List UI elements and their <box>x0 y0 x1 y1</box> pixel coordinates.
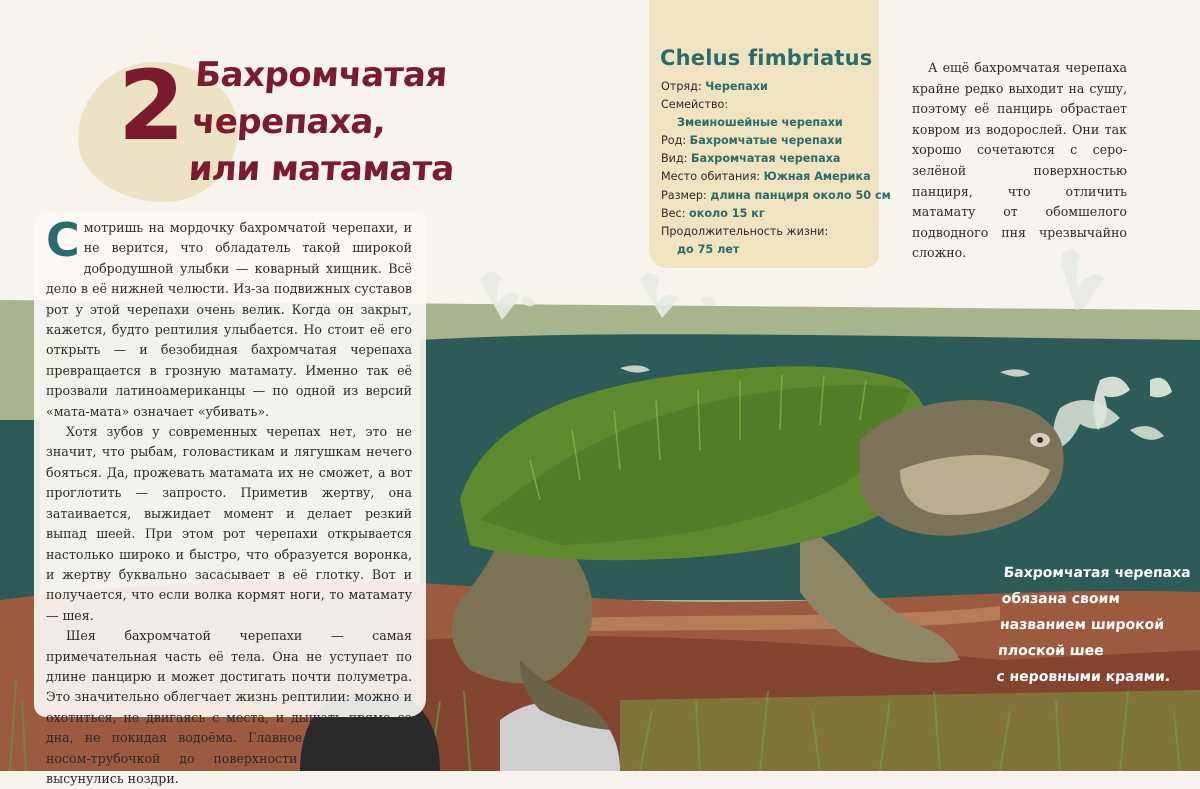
kind-row: Вид: Бахромчатая черепаха <box>661 152 841 166</box>
caption-line-1: Бахромчатая черепаха <box>1003 565 1192 581</box>
family-row: Семейство: <box>661 98 729 112</box>
grass-strips <box>620 690 1200 771</box>
title-line-2: черепаха, <box>190 102 387 142</box>
body-text <box>46 213 412 789</box>
caption-line-3: названием широкой <box>999 617 1165 633</box>
family-value-row: Змеиношейные черепахи <box>677 116 843 130</box>
weight-row: Вес: около 15 кг <box>661 206 765 220</box>
lifespan-row: Продолжительность жизни: <box>661 224 829 238</box>
right-text <box>912 58 1127 264</box>
order-row: Отряд: Черепахи <box>661 80 768 93</box>
genus-row: Род: Бахромчатые черепахи <box>661 134 843 148</box>
drop-cap: С <box>46 213 80 267</box>
paragraph-1: Смотришь на мордочку бахромчатой черепахи, и не верится, что обладатель такой широкой добродушной улыбки — коварный хищник. Всё дело в её нижней челюсти. Из-за подвижных суставов рот у этой черепахи очень велик. Когда он закрыт, кажется, будто рептилия улыбается. Но стоит её его открыть — и безобидная бахромчатая черепаха превращается в грозную матамату. Именно так её прозвали латиноамериканцы — по одной из версий «мата-мата» означает «убивать». <box>46 213 412 419</box>
species-name: Chelus fimbriatus <box>660 46 873 70</box>
caption-line-5: с неровными краями. <box>995 669 1171 685</box>
caption-line-2: обязана своим <box>1001 591 1121 607</box>
title-line-1: Бахромчатая <box>193 55 449 95</box>
image-caption <box>995 560 1192 690</box>
title-line-3: или матамата <box>187 149 456 189</box>
taxonomy-list <box>661 78 891 259</box>
size-row: Размер: длина панциря около 50 см <box>661 188 891 202</box>
right-paragraph: А ещё бахромчатая черепаха крайне редко выходит на сушу, поэтому её панцирь обрастает ковром из водорослей. Они так хорошо сочетаются с серо-зелёной поверхностью панциря, что отличить матамату от обомшелого подводного пня чрезвычайно сложно. <box>912 60 1127 261</box>
chapter-title <box>187 52 457 193</box>
habitat-row: Место обитания: Южная Америка <box>661 170 871 184</box>
lifespan-value-row: до 75 лет <box>677 242 740 256</box>
paragraph-2: Хотя зубов у современных черепах нет, это не значит, что рыбам, головастикам и лягушкам нечего бояться. Да, прожевать матамата их не сможет, а вот проглотить — запросто. Приметив жертву, она затаивается, выжидает момент и делает резкий выпад шеей. При этом рот черепахи открывается настолько широко и быстро, что образуется воронка, и жертву буквально засасывает в её глотку. Вот и получается, что если волка кормят ноги, то матамату — шея. <box>46 424 412 623</box>
chapter-number: 2 <box>118 50 185 162</box>
caption-line-4: плоской шее <box>997 643 1105 659</box>
paragraph-3: Шея бахромчатой черепахи — самая примечательная часть её тела. Она не уступает по длине панцирю и может достигать почти полуметра. Это значительно облегчает жизнь рептилии: можно и охотиться, не двигаясь с места, и дышать прямо со дна, не покидая водоёма. Главное — дотянуться носом-трубочкой до поверхности воды, чтобы высунулись ноздри. <box>46 628 412 786</box>
